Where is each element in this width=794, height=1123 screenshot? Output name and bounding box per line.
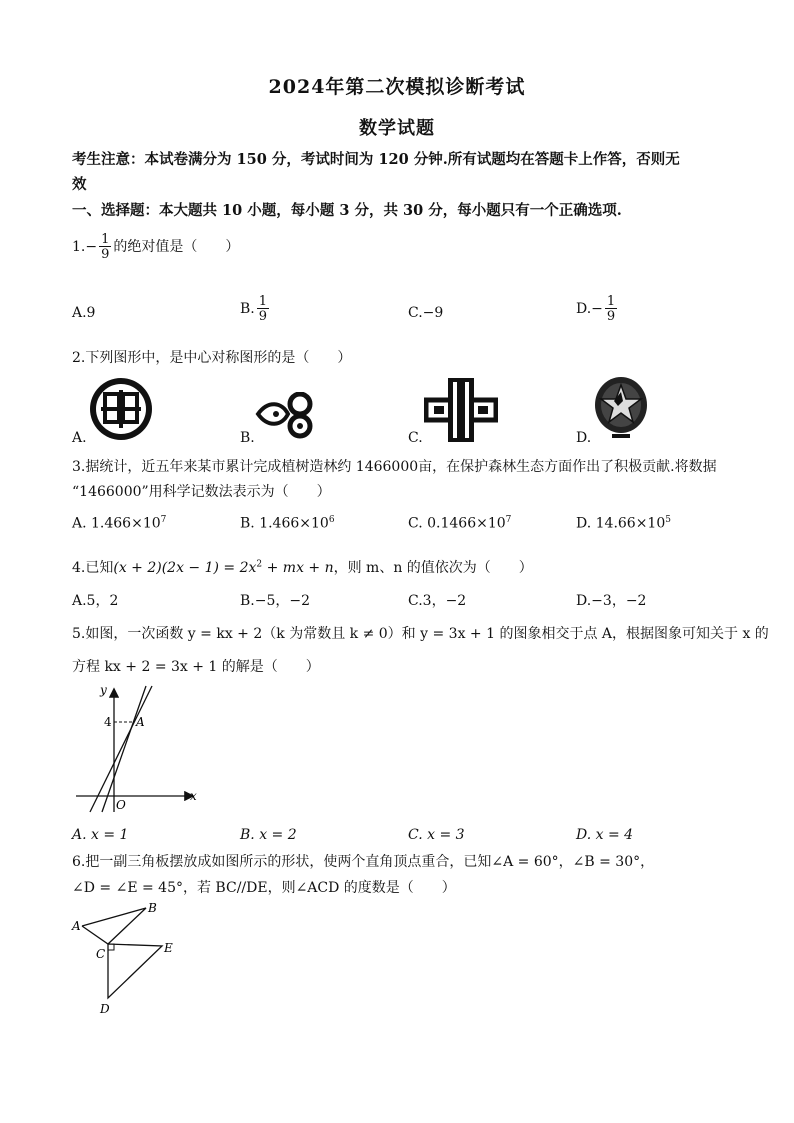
q6-triangles-figure: [68, 900, 188, 1020]
q1-frac-den: 9: [101, 247, 110, 262]
y-axis-label: y: [100, 683, 107, 697]
q4-option-c: C.3，−2: [408, 593, 467, 609]
subject-title: 数学试题: [359, 118, 435, 139]
q4-stem-end: ，则 m、n 的值依次为（ ）: [333, 560, 533, 576]
q3-b-text: B. 1.466×10: [240, 515, 329, 532]
q2-option-b: B.: [240, 430, 255, 446]
q3-option-d: [576, 515, 671, 532]
q3-d-exp: 5: [665, 515, 671, 525]
q1-d-den: 9: [606, 309, 616, 324]
question-6-line-2: ∠D = ∠E = 45°，若 BC//DE，则∠ACD 的度数是（ ）: [72, 880, 456, 896]
origin-label: O: [116, 798, 126, 812]
q1-prefix: 1.−: [72, 239, 98, 255]
q4-option-b: B.−5，−2: [240, 593, 311, 609]
q1-b-num: 1: [258, 294, 268, 309]
q4-equation: (x + 2)(2x − 1) = 2x: [113, 560, 257, 576]
q5-option-c: C. x = 3: [408, 827, 465, 843]
q4-option-a: A.5，2: [72, 593, 119, 609]
q2-figure-b: [254, 392, 322, 440]
q2-option-c: C.: [408, 430, 423, 446]
q3-a-exp: 7: [160, 515, 167, 525]
x-axis-label: x: [190, 789, 197, 803]
q1-option-d-fraction: [605, 295, 617, 323]
q3-a-text: A. 1.466×10: [72, 515, 161, 532]
q3-b-exp: 6: [328, 515, 335, 525]
question-3-line-2: “1466000”用科学记数法表示为（ ）: [72, 484, 331, 500]
line-y-kx-plus-2: [102, 686, 146, 812]
label-a: A: [72, 919, 81, 933]
section-one-heading: 一、选择题：本大题共 10 小题，每小题 3 分，共 30 分，每小题只有一个正确选项.: [72, 202, 622, 219]
q2-option-a: A.: [72, 430, 87, 446]
q3-c-exp: 7: [505, 515, 512, 525]
q1-d-num: 1: [606, 294, 616, 309]
q4-equation-tail: + mx + n: [262, 560, 334, 576]
q1-option-d-label: D.−: [576, 301, 603, 317]
q5-option-b: B. x = 2: [240, 827, 297, 843]
q2-option-d: D.: [576, 430, 592, 446]
question-5-line-1: 5.如图，一次函数 y = kx + 2（k 为常数且 k ≠ 0）和 y = 3x + 1 的图象相交于点 A，根据图象可知关于 x 的: [72, 626, 769, 642]
q5-graph-figure: [72, 680, 212, 815]
q4-option-d: D.−3，−2: [576, 593, 647, 609]
notice-line-2: 效: [72, 176, 87, 193]
q4-equation-exp: 2: [256, 559, 263, 570]
question-5-line-2: 方程 kx + 2 = 3x + 1 的解是（ ）: [72, 659, 320, 675]
label-d: D: [100, 1002, 110, 1016]
q4-stem-start: 4.已知: [72, 560, 114, 576]
label-c: C: [96, 947, 106, 961]
q1-b-den: 9: [258, 309, 268, 324]
question-4-stem: [72, 557, 533, 577]
question-1-stem: [72, 233, 239, 261]
q1-option-b-fraction: [257, 295, 269, 323]
triangle-abc: [82, 908, 146, 944]
q1-option-a: A.9: [72, 305, 96, 321]
question-2-stem: 2.下列图形中，是中心对称图形的是（ ）: [72, 350, 352, 366]
y-tick-4: 4: [104, 715, 112, 729]
q5-option-d: D. x = 4: [576, 827, 634, 843]
q3-option-c: [408, 515, 511, 532]
point-a-label: A: [136, 715, 145, 729]
q1-option-b-label: B.: [240, 301, 255, 317]
q1-fraction: [99, 233, 111, 261]
q3-option-a: [72, 515, 166, 532]
q3-d-text: D. 14.66×10: [576, 515, 666, 532]
question-3-line-1: 3.据统计，近五年来某市累计完成植树造林约 1466000亩，在保护森林生态方面作出了积极贡献.将数据: [72, 459, 717, 475]
q2-figure-c: [424, 376, 498, 444]
q1-option-c: C.−9: [408, 305, 444, 321]
q3-c-text: C. 0.1466×10: [408, 515, 506, 532]
q1-option-d: [576, 295, 619, 323]
q1-suffix: 的绝对值是（ ）: [113, 239, 240, 255]
label-e: E: [164, 941, 173, 955]
label-b: B: [148, 901, 157, 915]
q2-figure-d: [592, 374, 650, 440]
q1-frac-num: 1: [101, 232, 110, 247]
q3-option-b: [240, 515, 335, 532]
q5-option-a: A. x = 1: [72, 827, 129, 843]
q2-figure-a: [88, 376, 154, 442]
question-6-line-1: 6.把一副三角板摆放成如图所示的形状，使两个直角顶点重合，已知∠A = 60°，∠B = 30°，: [72, 854, 655, 870]
line-y-3x-plus-1: [90, 686, 152, 812]
notice-line-1: 考生注意：本试卷满分为 150 分，考试时间为 120 分钟.所有试题均在答题卡上作答，否则无: [72, 151, 680, 168]
triangle-cde: [108, 944, 162, 998]
q1-option-b: [240, 295, 271, 323]
exam-title: 2024年第二次模拟诊断考试: [268, 76, 526, 98]
